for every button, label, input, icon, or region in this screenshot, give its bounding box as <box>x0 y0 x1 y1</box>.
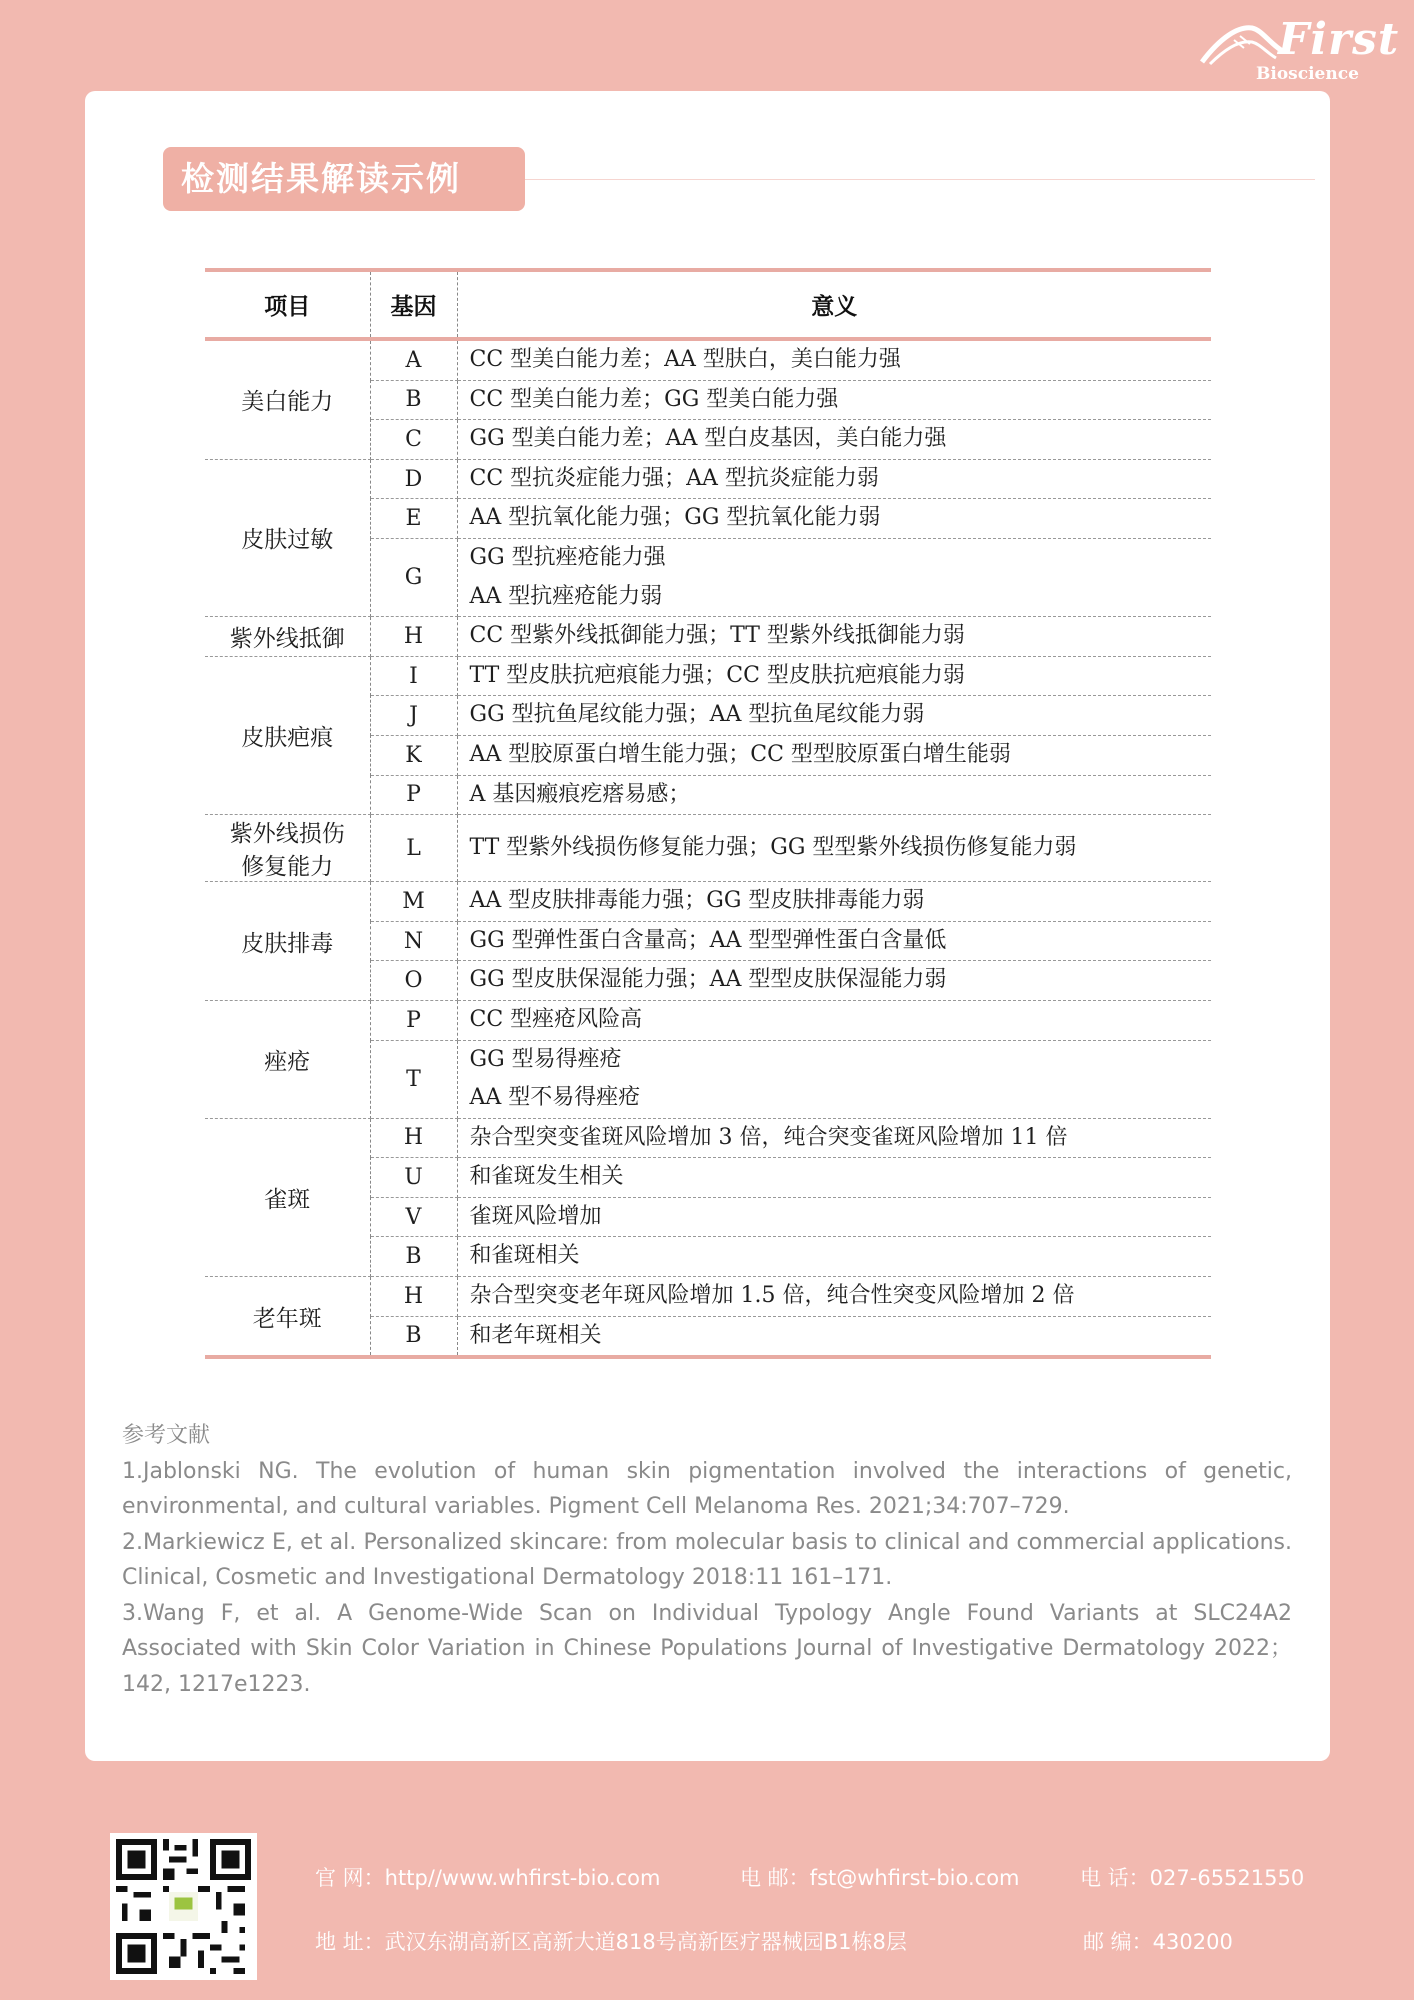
meaning-cell: AA 型皮肤排毒能力强；GG 型皮肤排毒能力弱 <box>457 882 1211 922</box>
gene-cell: K <box>370 735 457 775</box>
gene-cell: P <box>370 775 457 815</box>
header-meaning: 意义 <box>457 270 1211 339</box>
meaning-cell: 杂合型突变雀斑风险增加 3 倍，纯合突变雀斑风险增加 11 倍 <box>457 1118 1211 1158</box>
meaning-cell: GG 型抗鱼尾纹能力强；AA 型抗鱼尾纹能力弱 <box>457 696 1211 736</box>
table-row <box>205 339 1211 380</box>
table-row <box>205 815 1211 882</box>
category-cell: 痤疮 <box>205 1000 370 1118</box>
gene-cell: G <box>370 538 457 616</box>
meaning-cell: CC 型抗炎症能力强；AA 型抗炎症能力弱 <box>457 459 1211 499</box>
reference-item: 1.Jablonski NG. The evolution of human skin pigmentation involved the interactions of genetic, environmental, and cultural variables. Pigment Cell Melanoma Res. 2021;34:707–729. <box>122 1458 1292 1519</box>
table-body <box>205 339 1211 1357</box>
meaning-cell: GG 型皮肤保湿能力强；AA 型型皮肤保湿能力弱 <box>457 961 1211 1001</box>
category-cell: 美白能力 <box>205 339 370 459</box>
meaning-cell: AA 型抗氧化能力强；GG 型抗氧化能力弱 <box>457 499 1211 539</box>
gene-cell: A <box>370 339 457 380</box>
meaning-cell: CC 型美白能力差；AA 型肤白，美白能力强 <box>457 339 1211 380</box>
results-table <box>205 268 1211 1359</box>
gene-cell: C <box>370 420 457 460</box>
gene-cell: T <box>370 1040 457 1118</box>
gene-cell: J <box>370 696 457 736</box>
reference-item: 3.Wang F, et al. A Genome-Wide Scan on Individual Typology Angle Found Variants at SLC24A2 Associated with Skin Color Variation in Chinese Populations Journal of Investigative Dermatology 2022； 142, 1217e1223. <box>122 1600 1292 1697</box>
meaning-cell: 雀斑风险增加 <box>457 1197 1211 1237</box>
meaning-cell: 和雀斑相关 <box>457 1237 1211 1277</box>
gene-cell: M <box>370 882 457 922</box>
table-row <box>205 1000 1211 1040</box>
gene-cell: P <box>370 1000 457 1040</box>
gene-cell: L <box>370 815 457 882</box>
footer-email[interactable]: 电 邮：fst@whfirst-bio.com <box>740 1866 1020 1890</box>
brand-name: First <box>1278 14 1400 65</box>
meaning-cell: GG 型抗痤疮能力强 AA 型抗痤疮能力弱 <box>457 538 1211 616</box>
brand-subtitle: Bioscience <box>1256 64 1359 84</box>
meaning-cell: GG 型弹性蛋白含量高；AA 型型弹性蛋白含量低 <box>457 921 1211 961</box>
section-title: 检测结果解读示例 <box>163 147 525 211</box>
meaning-cell: 杂合型突变老年斑风险增加 1.5 倍，纯合性突变风险增加 2 倍 <box>457 1277 1211 1317</box>
qr-code-icon[interactable] <box>110 1833 257 1980</box>
category-cell: 皮肤排毒 <box>205 882 370 1001</box>
gene-cell: O <box>370 961 457 1001</box>
category-cell: 紫外线抵御 <box>205 617 370 657</box>
meaning-cell: AA 型胶原蛋白增生能力强；CC 型型胶原蛋白增生能弱 <box>457 735 1211 775</box>
footer-website[interactable]: 官 网：http//www.whfirst-bio.com <box>315 1866 661 1890</box>
meaning-cell: CC 型紫外线抵御能力强；TT 型紫外线抵御能力弱 <box>457 617 1211 657</box>
meaning-cell: 和雀斑发生相关 <box>457 1158 1211 1198</box>
table-header-row <box>205 270 1211 339</box>
mountain-logo-icon <box>1200 18 1290 70</box>
meaning-cell: CC 型痤疮风险高 <box>457 1000 1211 1040</box>
category-cell: 老年斑 <box>205 1277 370 1358</box>
brand-logo <box>1200 14 1400 84</box>
category-cell: 皮肤疤痕 <box>205 656 370 814</box>
gene-cell: B <box>370 1237 457 1277</box>
title-divider <box>525 179 1315 180</box>
meaning-cell: TT 型紫外线损伤修复能力强；GG 型型紫外线损伤修复能力弱 <box>457 815 1211 882</box>
gene-cell: V <box>370 1197 457 1237</box>
footer-phone: 电 话：027-65521550 <box>1080 1866 1305 1890</box>
header-gene: 基因 <box>370 270 457 339</box>
gene-cell: U <box>370 1158 457 1198</box>
gene-cell: N <box>370 921 457 961</box>
gene-cell: B <box>370 380 457 420</box>
meaning-cell: CC 型美白能力差；GG 型美白能力强 <box>457 380 1211 420</box>
meaning-cell: GG 型美白能力差；AA 型白皮基因，美白能力强 <box>457 420 1211 460</box>
footer-postcode: 邮 编：430200 <box>1083 1930 1233 1954</box>
category-cell: 雀斑 <box>205 1118 370 1276</box>
gene-cell: I <box>370 656 457 696</box>
gene-cell: H <box>370 617 457 657</box>
meaning-cell: GG 型易得痤疮 AA 型不易得痤疮 <box>457 1040 1211 1118</box>
table-row <box>205 882 1211 922</box>
meaning-cell: TT 型皮肤抗疤痕能力强；CC 型皮肤抗疤痕能力弱 <box>457 656 1211 696</box>
table-row <box>205 1118 1211 1158</box>
reference-item: 2.Markiewicz E, et al. Personalized skincare: from molecular basis to clinical and commercial applications. Clinical, Cosmetic and Investigational Dermatology 2018:11 161–171. <box>122 1529 1292 1590</box>
category-cell: 皮肤过敏 <box>205 459 370 616</box>
meaning-cell: A 基因瘢痕疙瘩易感； <box>457 775 1211 815</box>
gene-cell: D <box>370 459 457 499</box>
footer-address: 地 址：武汉东湖高新区高新大道818号高新医疗器械园B1栋8层 <box>315 1930 907 1954</box>
gene-cell: B <box>370 1316 457 1357</box>
category-cell: 紫外线损伤 修复能力 <box>205 815 370 882</box>
references-title: 参考文献 <box>122 1423 211 1448</box>
table-row <box>205 617 1211 657</box>
table-row <box>205 656 1211 696</box>
header-item: 项目 <box>205 270 370 339</box>
table-row <box>205 1277 1211 1317</box>
gene-cell: H <box>370 1277 457 1317</box>
gene-cell: H <box>370 1118 457 1158</box>
references <box>122 1418 1292 1702</box>
gene-cell: E <box>370 499 457 539</box>
table-row <box>205 459 1211 499</box>
meaning-cell: 和老年斑相关 <box>457 1316 1211 1357</box>
